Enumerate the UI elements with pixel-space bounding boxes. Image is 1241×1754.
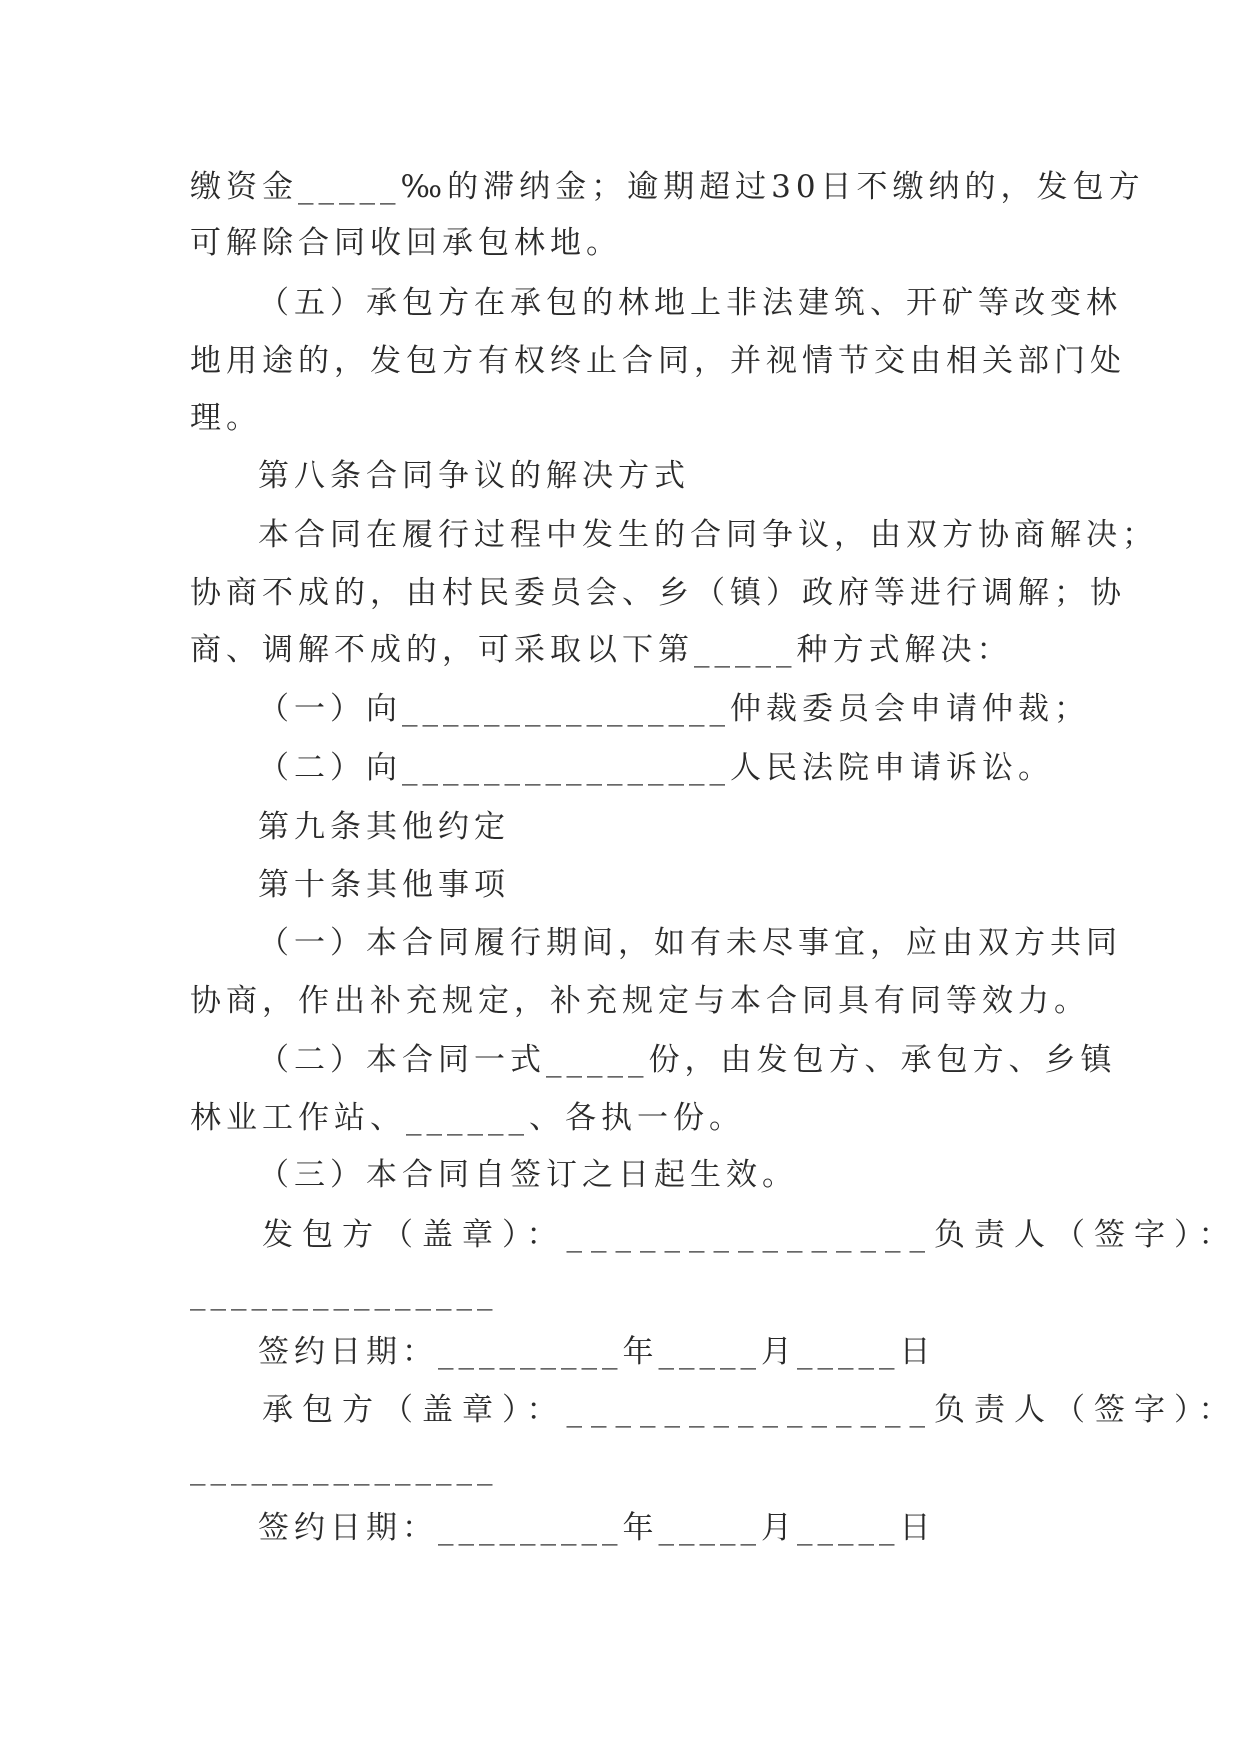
text-line-17: 林业工作站、______、各执一份。 — [190, 1100, 745, 1136]
section-heading-9: 第九条其他约定 — [258, 809, 510, 845]
text-line-4: 地用途的，发包方有权终止合同，并视情节交由相关部门处 — [190, 343, 1126, 379]
contractor-signature-line: 承包方（盖章）：_______________负责人（签字）： — [262, 1392, 1239, 1428]
issuer-signature-line: 发包方（盖章）：_______________负责人（签字）： — [262, 1217, 1239, 1253]
text-line-16: （二）本合同一式_____份，由发包方、承包方、乡镇 — [258, 1042, 1117, 1078]
section-heading-8: 第八条合同争议的解决方式 — [258, 458, 690, 494]
text-line-8: 协商不成的，由村民委员会、乡（镇）政府等进行调解；协 — [190, 575, 1126, 611]
text-line-10: （一）向________________仲裁委员会申请仲裁； — [258, 691, 1090, 727]
text-line-1: 缴资金_____‰的滞纳金；逾期超过30日不缴纳的，发包方 — [190, 169, 1145, 205]
contractor-date-line: 签约日期：_________年_____月_____日 — [258, 1510, 936, 1546]
section-heading-10: 第十条其他事项 — [258, 867, 510, 903]
text-line-11: （二）向________________人民法院申请诉讼。 — [258, 750, 1054, 786]
text-line-15: 协商，作出补充规定，补充规定与本合同具有同等效力。 — [190, 983, 1090, 1019]
issuer-date-line: 签约日期：_________年_____月_____日 — [258, 1334, 936, 1370]
text-line-3: （五）承包方在承包的林地上非法建筑、开矿等改变林 — [258, 285, 1122, 321]
text-line-14: （一）本合同履行期间，如有未尽事宜，应由双方共同 — [258, 925, 1122, 961]
contractor-signature-blank: _______________ — [190, 1450, 498, 1486]
text-line-9: 商、调解不成的，可采取以下第_____种方式解决： — [190, 632, 1013, 668]
text-line-18: （三）本合同自签订之日起生效。 — [258, 1157, 798, 1193]
text-line-5: 理。 — [190, 400, 262, 436]
issuer-signature-blank: _______________ — [190, 1275, 498, 1311]
text-line-2: 可解除合同收回承包林地。 — [190, 225, 622, 261]
text-line-7: 本合同在履行过程中发生的合同争议，由双方协商解决； — [258, 517, 1158, 553]
